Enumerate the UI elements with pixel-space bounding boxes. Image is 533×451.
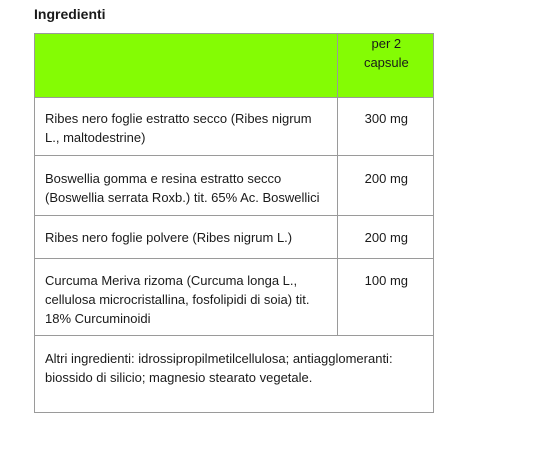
- ingredient-name: Ribes nero foglie polvere (Ribes nigrum L.): [35, 216, 338, 259]
- table-header-row: [35, 34, 434, 98]
- ingredient-amount: 200 mg: [337, 216, 433, 259]
- ingredient-amount: 100 mg: [337, 259, 433, 336]
- header-amount-cell: [337, 34, 433, 98]
- ingredient-name: Curcuma Meriva rizoma (Curcuma longa L., cellulosa microcristallina, fosfolipidi di soia) tit. 18% Curcuminoidi: [35, 259, 338, 336]
- header-amount-label: per 2 capsule: [363, 36, 409, 70]
- table-row: [35, 98, 434, 156]
- header-name-cell: [35, 34, 338, 98]
- ingredient-amount: 300 mg: [337, 98, 433, 156]
- table-footer-row: [35, 336, 434, 413]
- table-row: [35, 216, 434, 259]
- section-title: Ingredienti: [34, 6, 106, 22]
- table-row: [35, 259, 434, 336]
- ingredient-name: Boswellia gomma e resina estratto secco (Boswellia serrata Roxb.) tit. 65% Ac. Boswellici: [35, 156, 338, 216]
- ingredients-table: [34, 33, 434, 413]
- ingredient-name: Ribes nero foglie estratto secco (Ribes nigrum L., maltodestrine): [35, 98, 338, 156]
- table-row: [35, 156, 434, 216]
- other-ingredients-note: Altri ingredienti: idrossipropilmetilcellulosa; antiagglomeranti: biossido di silicio; magnesio stearato vegetale.: [35, 336, 434, 413]
- ingredient-amount: 200 mg: [337, 156, 433, 216]
